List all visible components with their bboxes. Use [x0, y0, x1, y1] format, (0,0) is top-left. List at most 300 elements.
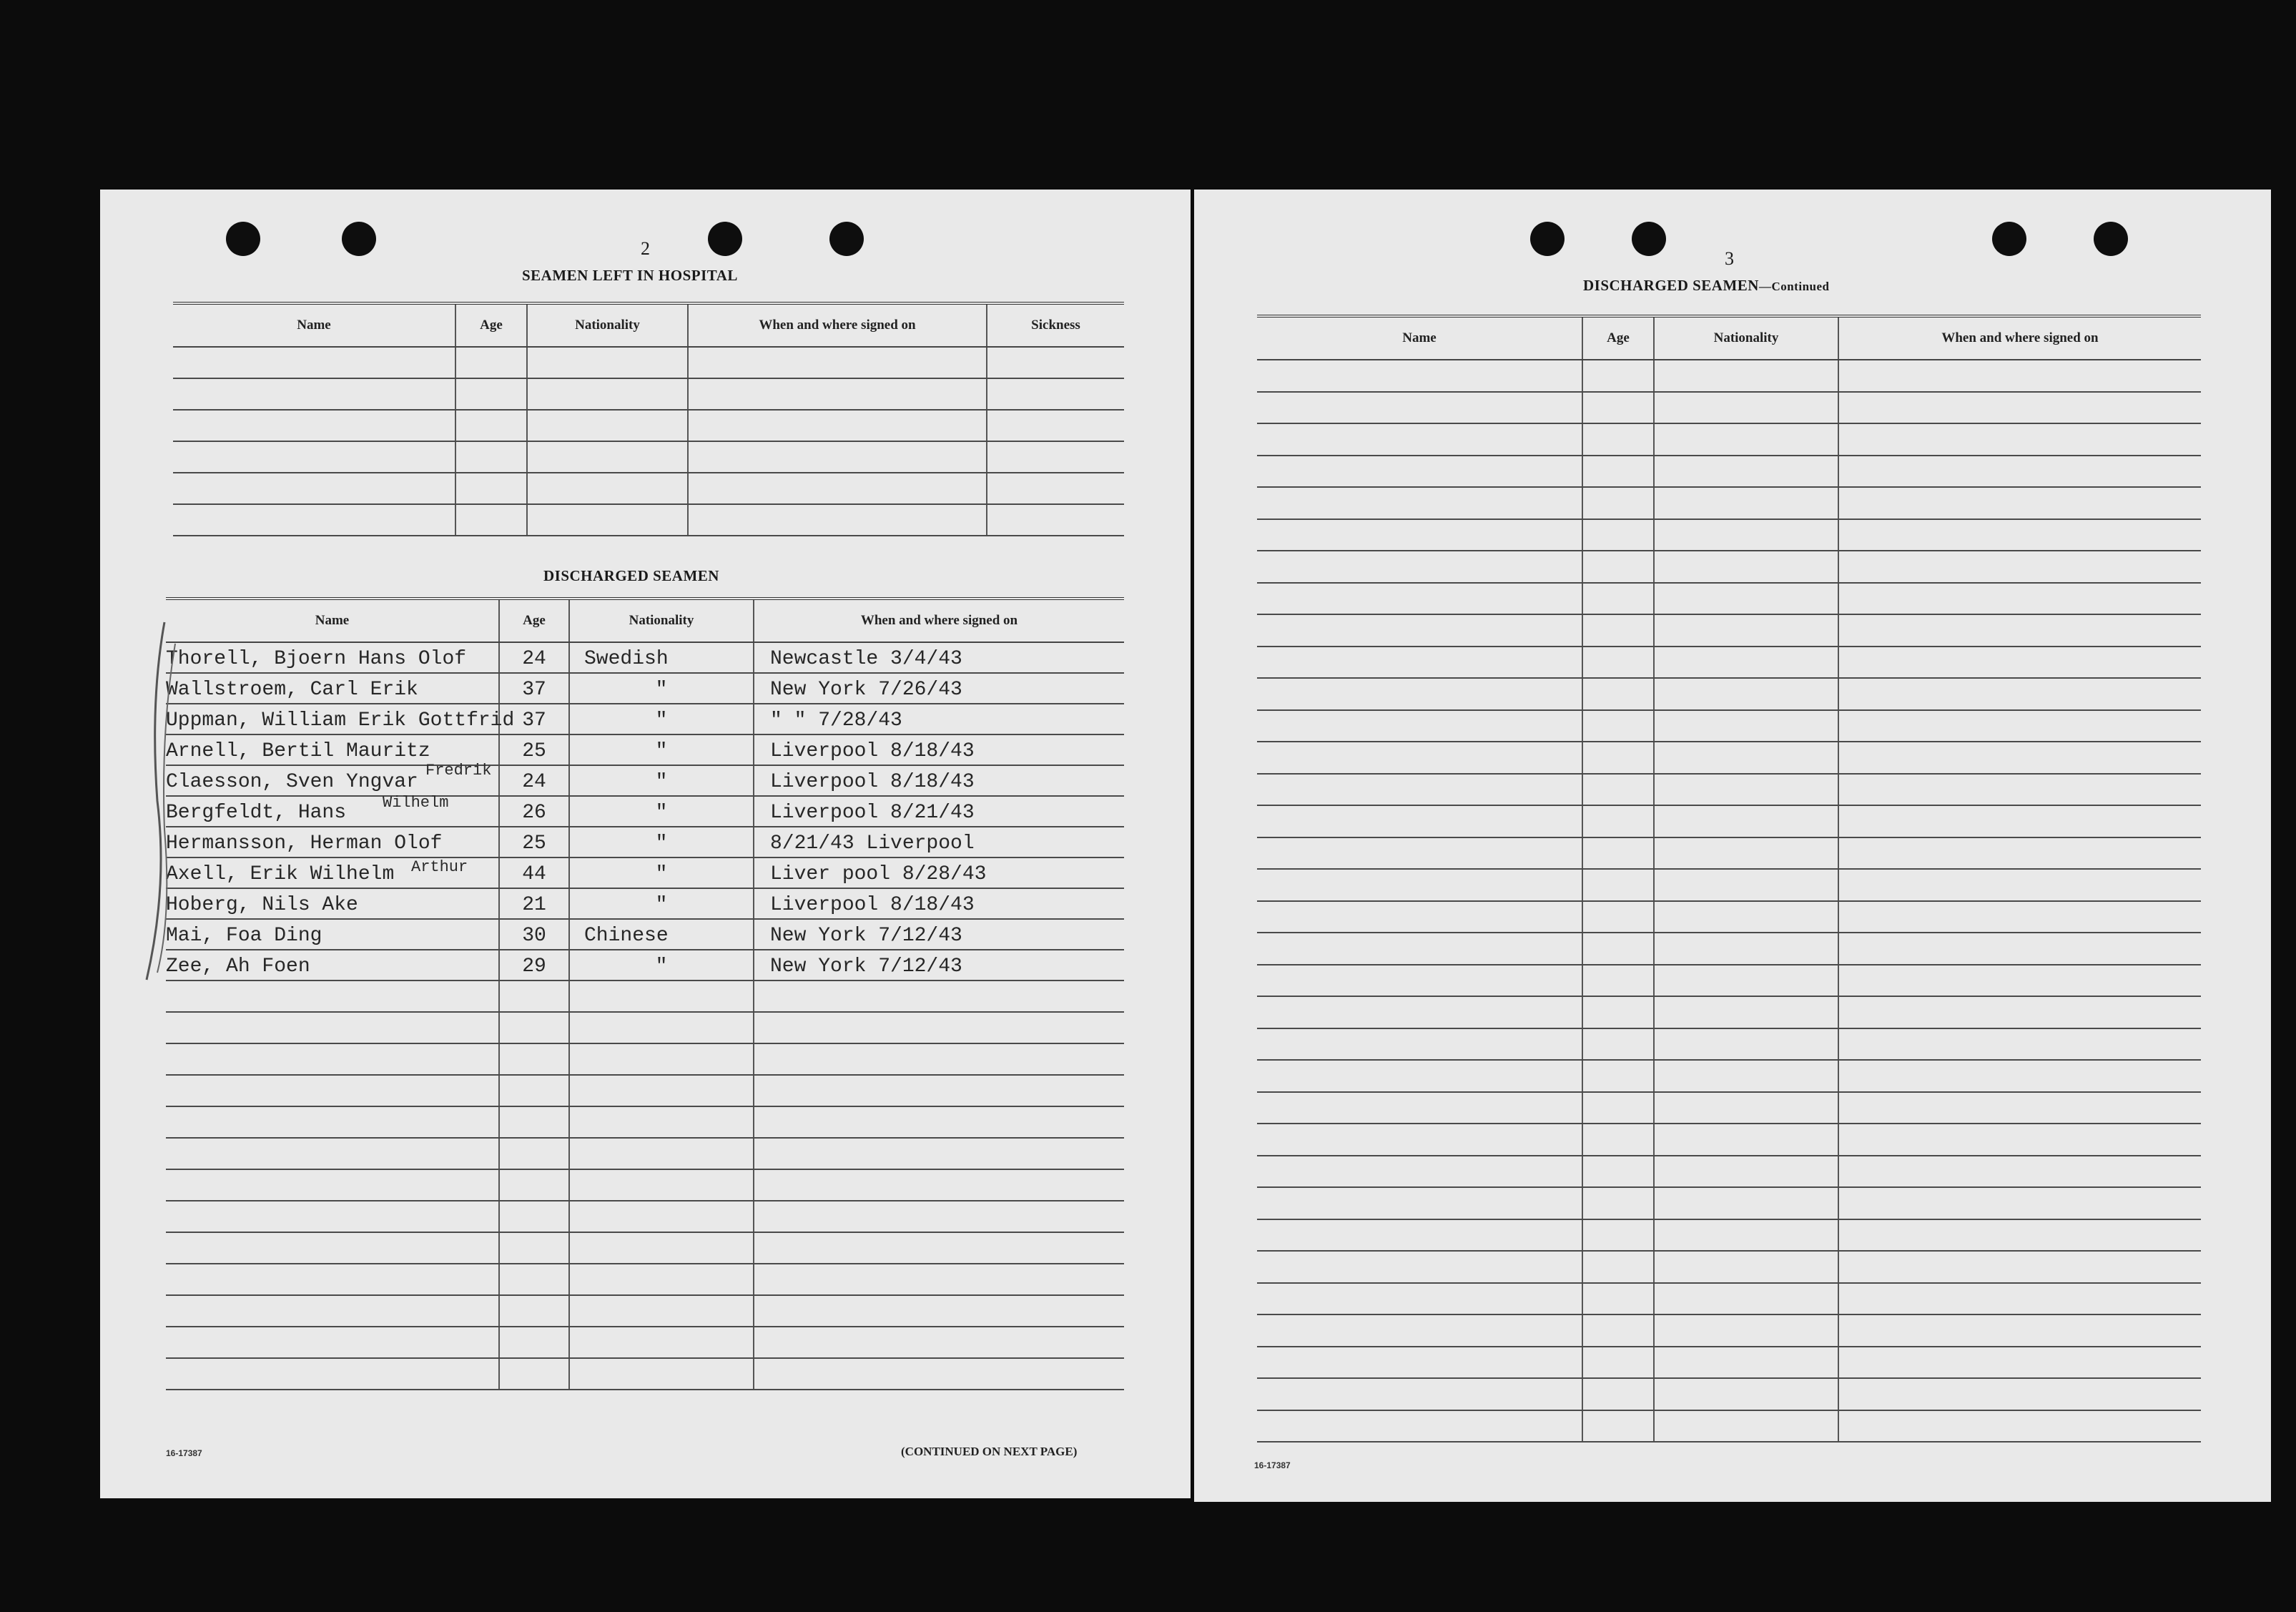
seaman-row [166, 950, 1124, 981]
blank-cell [1654, 1156, 1838, 1188]
seaman-name: Thorell, Bjoern Hans Olof [166, 642, 499, 673]
blank-row [173, 378, 1124, 410]
blank-row [166, 1264, 1124, 1295]
blank-cell [527, 441, 688, 473]
seaman-signed-on: 8/21/43 Liverpool [754, 827, 1124, 857]
blank-row [1257, 583, 2201, 615]
blank-cell [1582, 1410, 1654, 1443]
blank-cell [166, 1264, 499, 1295]
blank-cell [1582, 869, 1654, 901]
blank-row [1257, 1028, 2201, 1061]
blank-cell [569, 1201, 754, 1232]
seaman-nationality: " [569, 734, 754, 765]
blank-cell [1257, 1347, 1582, 1379]
blank-cell [455, 378, 527, 410]
blank-cell [1838, 1251, 2201, 1283]
blank-row [166, 1043, 1124, 1075]
blank-cell [1654, 1378, 1838, 1410]
blank-cell [1582, 487, 1654, 519]
blank-cell [1582, 837, 1654, 870]
right-header-row [1257, 316, 2201, 360]
seaman-row [166, 888, 1124, 919]
blank-cell [754, 1295, 1124, 1327]
blank-cell [1582, 647, 1654, 679]
blank-cell [569, 1012, 754, 1043]
discharged-header-row [166, 599, 1124, 642]
blank-cell [499, 1327, 569, 1358]
blank-cell [1654, 423, 1838, 456]
blank-cell [173, 410, 455, 441]
blank-row [166, 1169, 1124, 1201]
blank-cell [754, 1138, 1124, 1169]
seaman-signed-on: New York 7/26/43 [754, 673, 1124, 704]
blank-cell [455, 473, 527, 504]
seaman-nationality: " [569, 704, 754, 734]
blank-cell [1582, 1347, 1654, 1379]
blank-cell [1654, 1410, 1838, 1443]
blank-cell [1257, 805, 1582, 837]
blank-cell [1838, 742, 2201, 774]
blank-cell [1582, 519, 1654, 551]
blank-cell [166, 1327, 499, 1358]
blank-row [1257, 423, 2201, 456]
section-title [1583, 277, 1829, 295]
blank-cell [1838, 1124, 2201, 1156]
blank-cell [527, 378, 688, 410]
blank-cell [1838, 360, 2201, 392]
blank-cell [1838, 996, 2201, 1028]
punch-hole [708, 222, 742, 256]
blank-cell [1654, 965, 1838, 997]
seaman-signed-on: Liverpool 8/18/43 [754, 888, 1124, 919]
seaman-nationality: " [569, 673, 754, 704]
blank-cell [1257, 1314, 1582, 1347]
blank-cell [1838, 965, 2201, 997]
blank-cell [1654, 805, 1838, 837]
blank-cell [1257, 551, 1582, 583]
name-column-header: Name [166, 599, 499, 642]
interlinear-name-addition: Fredrik [425, 762, 492, 780]
blank-row [1257, 869, 2201, 901]
blank-cell [1654, 774, 1838, 806]
blank-row [1257, 647, 2201, 679]
blank-cell [1582, 423, 1654, 456]
blank-cell [688, 441, 987, 473]
blank-cell [499, 1106, 569, 1138]
blank-cell [987, 441, 1124, 473]
blank-cell [1582, 1156, 1654, 1188]
seaman-nationality: " [569, 765, 754, 796]
blank-cell [1838, 933, 2201, 965]
blank-cell [1582, 456, 1654, 488]
form-code: 16-17387 [1254, 1460, 1291, 1470]
blank-cell [1582, 774, 1654, 806]
blank-cell [569, 1327, 754, 1358]
blank-cell [1582, 1219, 1654, 1252]
seaman-name: Axell, Erik Wilhelm [166, 857, 499, 888]
blank-cell [1838, 678, 2201, 710]
blank-row [1257, 901, 2201, 933]
blank-cell [1654, 583, 1838, 615]
blank-cell [1582, 1124, 1654, 1156]
blank-row [1257, 837, 2201, 870]
blank-row [173, 410, 1124, 441]
blank-row [1257, 1156, 2201, 1188]
blank-cell [1582, 805, 1654, 837]
age-column-header: Age [455, 303, 527, 347]
discharged-table [166, 597, 1124, 1390]
seaman-row [166, 857, 1124, 888]
blank-row [1257, 1314, 2201, 1347]
blank-row [1257, 933, 2201, 965]
blank-cell [1582, 901, 1654, 933]
blank-cell [1654, 1060, 1838, 1092]
blank-cell [166, 1012, 499, 1043]
blank-row [1257, 392, 2201, 424]
blank-cell [499, 981, 569, 1012]
blank-row [1257, 1251, 2201, 1283]
blank-cell [1654, 869, 1838, 901]
blank-cell [1838, 647, 2201, 679]
blank-cell [1257, 1283, 1582, 1315]
blank-cell [1257, 583, 1582, 615]
seaman-row [166, 642, 1124, 673]
seaman-name: Hermansson, Herman Olof [166, 827, 499, 857]
blank-cell [1838, 1410, 2201, 1443]
blank-cell [1257, 647, 1582, 679]
blank-cell [1257, 774, 1582, 806]
blank-cell [499, 1232, 569, 1264]
section-title-continued: —Continued [1758, 280, 1830, 293]
seaman-signed-on: " " 7/28/43 [754, 704, 1124, 734]
blank-cell [754, 1232, 1124, 1264]
seaman-age: 24 [499, 642, 569, 673]
blank-row [1257, 551, 2201, 583]
blank-cell [1257, 996, 1582, 1028]
blank-cell [1654, 1028, 1838, 1061]
blank-cell [688, 504, 987, 536]
blank-cell [987, 410, 1124, 441]
blank-cell [1257, 519, 1582, 551]
blank-cell [1838, 1219, 2201, 1252]
blank-cell [166, 1169, 499, 1201]
blank-cell [1582, 933, 1654, 965]
blank-cell [1654, 551, 1838, 583]
blank-cell [1838, 710, 2201, 742]
blank-cell [1838, 519, 2201, 551]
blank-cell [173, 473, 455, 504]
blank-cell [1257, 1060, 1582, 1092]
seaman-age: 37 [499, 704, 569, 734]
blank-cell [1582, 1314, 1654, 1347]
punch-hole [2094, 222, 2128, 256]
blank-cell [754, 1358, 1124, 1390]
blank-cell [166, 1106, 499, 1138]
blank-row [1257, 1060, 2201, 1092]
page-number: 3 [1725, 248, 1734, 269]
blank-row [1257, 678, 2201, 710]
blank-row [1257, 996, 2201, 1028]
seaman-age: 29 [499, 950, 569, 981]
blank-cell [1257, 1378, 1582, 1410]
handwritten-check-marks [136, 615, 179, 987]
blank-cell [527, 410, 688, 441]
blank-cell [1257, 1092, 1582, 1124]
blank-cell [1838, 1314, 2201, 1347]
seaman-nationality: " [569, 857, 754, 888]
blank-cell [1257, 933, 1582, 965]
blank-cell [987, 378, 1124, 410]
blank-cell [1257, 487, 1582, 519]
blank-row [166, 1012, 1124, 1043]
blank-cell [987, 347, 1124, 378]
blank-cell [1257, 360, 1582, 392]
blank-cell [754, 1075, 1124, 1106]
blank-cell [1838, 869, 2201, 901]
blank-cell [455, 347, 527, 378]
blank-cell [1257, 678, 1582, 710]
blank-cell [1257, 901, 1582, 933]
blank-row [1257, 614, 2201, 647]
blank-cell [1257, 1028, 1582, 1061]
hospital-header-row [173, 303, 1124, 347]
blank-cell [569, 1264, 754, 1295]
blank-cell [1257, 1410, 1582, 1443]
blank-cell [754, 1201, 1124, 1232]
blank-cell [455, 410, 527, 441]
blank-cell [1582, 965, 1654, 997]
blank-cell [688, 410, 987, 441]
seaman-age: 24 [499, 765, 569, 796]
blank-cell [1257, 1219, 1582, 1252]
blank-cell [987, 504, 1124, 536]
seaman-name: Zee, Ah Foen [166, 950, 499, 981]
name-column-header: Name [1257, 316, 1582, 360]
blank-cell [1582, 1092, 1654, 1124]
blank-cell [1654, 487, 1838, 519]
blank-row [166, 1327, 1124, 1358]
blank-cell [173, 347, 455, 378]
nationality-column-header: Nationality [569, 599, 754, 642]
punch-hole [342, 222, 376, 256]
signed-on-column-header: When and where signed on [1838, 316, 2201, 360]
blank-cell [1654, 1092, 1838, 1124]
blank-cell [166, 1043, 499, 1075]
seaman-row [166, 796, 1124, 827]
blank-cell [754, 981, 1124, 1012]
blank-cell [688, 347, 987, 378]
blank-cell [1654, 1219, 1838, 1252]
blank-row [1257, 1124, 2201, 1156]
blank-cell [1582, 392, 1654, 424]
punch-hole [1632, 222, 1666, 256]
blank-row [1257, 742, 2201, 774]
blank-cell [1838, 1347, 2201, 1379]
blank-cell [1654, 1283, 1838, 1315]
blank-row [1257, 1187, 2201, 1219]
seaman-age: 25 [499, 827, 569, 857]
seaman-signed-on: Liverpool 8/21/43 [754, 796, 1124, 827]
seaman-nationality: Swedish [569, 642, 754, 673]
name-column-header: Name [173, 303, 455, 347]
seaman-signed-on: Newcastle 3/4/43 [754, 642, 1124, 673]
blank-cell [1654, 678, 1838, 710]
blank-cell [1654, 710, 1838, 742]
blank-cell [754, 1012, 1124, 1043]
blank-cell [1257, 1156, 1582, 1188]
interlinear-name-addition: Wilhelm [383, 794, 449, 812]
blank-cell [1838, 614, 2201, 647]
blank-row [166, 1201, 1124, 1232]
blank-cell [1838, 1028, 2201, 1061]
blank-cell [1838, 456, 2201, 488]
blank-cell [1582, 996, 1654, 1028]
blank-row [1257, 965, 2201, 997]
blank-cell [754, 1106, 1124, 1138]
blank-cell [1838, 805, 2201, 837]
seaman-row [166, 827, 1124, 857]
blank-row [173, 441, 1124, 473]
blank-cell [527, 473, 688, 504]
blank-cell [1582, 1187, 1654, 1219]
nationality-column-header: Nationality [527, 303, 688, 347]
punch-hole [829, 222, 864, 256]
form-code: 16-17387 [166, 1448, 202, 1458]
blank-row [1257, 1092, 2201, 1124]
blank-row [166, 1138, 1124, 1169]
sickness-column-header: Sickness [987, 303, 1124, 347]
blank-cell [1654, 1314, 1838, 1347]
blank-cell [569, 1295, 754, 1327]
blank-cell [1582, 551, 1654, 583]
seaman-name: Bergfeldt, Hans [166, 796, 499, 827]
seaman-nationality: " [569, 796, 754, 827]
blank-row [1257, 456, 2201, 488]
blank-cell [1838, 487, 2201, 519]
continued-discharged-table [1257, 315, 2201, 1443]
blank-cell [1838, 901, 2201, 933]
blank-cell [1582, 710, 1654, 742]
blank-cell [527, 504, 688, 536]
age-column-header: Age [1582, 316, 1654, 360]
continued-note: (CONTINUED ON NEXT PAGE) [901, 1445, 1078, 1458]
seaman-row [166, 765, 1124, 796]
blank-cell [1257, 423, 1582, 456]
blank-cell [1654, 1347, 1838, 1379]
seaman-nationality: " [569, 950, 754, 981]
blank-cell [455, 504, 527, 536]
blank-cell [1838, 583, 2201, 615]
blank-cell [1838, 1060, 2201, 1092]
blank-cell [569, 1358, 754, 1390]
blank-cell [1838, 1283, 2201, 1315]
seaman-age: 26 [499, 796, 569, 827]
blank-cell [499, 1012, 569, 1043]
page-number: 2 [641, 238, 650, 259]
blank-cell [987, 473, 1124, 504]
blank-cell [1838, 1156, 2201, 1188]
blank-cell [173, 378, 455, 410]
blank-cell [1654, 933, 1838, 965]
nationality-column-header: Nationality [1654, 316, 1838, 360]
seaman-name: Hoberg, Nils Ake [166, 888, 499, 919]
blank-cell [499, 1264, 569, 1295]
blank-cell [173, 441, 455, 473]
blank-cell [1582, 742, 1654, 774]
blank-row [1257, 710, 2201, 742]
seaman-name: Mai, Foa Ding [166, 919, 499, 950]
blank-cell [1838, 551, 2201, 583]
seaman-signed-on: Liver pool 8/28/43 [754, 857, 1124, 888]
seaman-row [166, 734, 1124, 765]
blank-cell [166, 981, 499, 1012]
blank-cell [499, 1295, 569, 1327]
blank-cell [569, 1043, 754, 1075]
seaman-nationality: Chinese [569, 919, 754, 950]
section-title-main: DISCHARGED SEAMEN [1583, 277, 1759, 294]
interlinear-name-addition: Arthur [411, 858, 468, 876]
blank-cell [1257, 965, 1582, 997]
hospital-section-title: SEAMEN LEFT IN HOSPITAL [522, 267, 738, 284]
blank-cell [1257, 742, 1582, 774]
blank-row [166, 981, 1124, 1012]
blank-cell [569, 1169, 754, 1201]
blank-cell [1582, 614, 1654, 647]
blank-cell [688, 378, 987, 410]
blank-cell [1257, 869, 1582, 901]
signed-on-column-header: When and where signed on [754, 599, 1124, 642]
blank-row [1257, 774, 2201, 806]
seaman-age: 44 [499, 857, 569, 888]
blank-cell [569, 981, 754, 1012]
blank-cell [1654, 901, 1838, 933]
blank-cell [1654, 1124, 1838, 1156]
blank-cell [1654, 996, 1838, 1028]
blank-cell [1257, 710, 1582, 742]
blank-cell [1257, 837, 1582, 870]
blank-cell [1838, 423, 2201, 456]
seaman-row [166, 919, 1124, 950]
blank-cell [1654, 647, 1838, 679]
blank-row [173, 347, 1124, 378]
blank-cell [754, 1264, 1124, 1295]
blank-cell [1582, 1060, 1654, 1092]
blank-cell [166, 1232, 499, 1264]
blank-row [166, 1106, 1124, 1138]
blank-cell [1654, 614, 1838, 647]
blank-cell [1838, 1092, 2201, 1124]
punch-hole [1530, 222, 1565, 256]
blank-cell [499, 1169, 569, 1201]
blank-row [166, 1075, 1124, 1106]
blank-cell [1582, 360, 1654, 392]
seaman-age: 21 [499, 888, 569, 919]
blank-cell [499, 1138, 569, 1169]
blank-cell [1582, 583, 1654, 615]
blank-row [1257, 1378, 2201, 1410]
blank-cell [455, 441, 527, 473]
left-form-page [100, 190, 1191, 1498]
blank-cell [1838, 1187, 2201, 1219]
seaman-signed-on: New York 7/12/43 [754, 950, 1124, 981]
blank-row [1257, 360, 2201, 392]
blank-row [1257, 487, 2201, 519]
discharged-section-title: DISCHARGED SEAMEN [543, 567, 719, 584]
blank-row [166, 1358, 1124, 1390]
blank-cell [569, 1138, 754, 1169]
blank-row [1257, 1219, 2201, 1252]
blank-cell [1582, 1283, 1654, 1315]
